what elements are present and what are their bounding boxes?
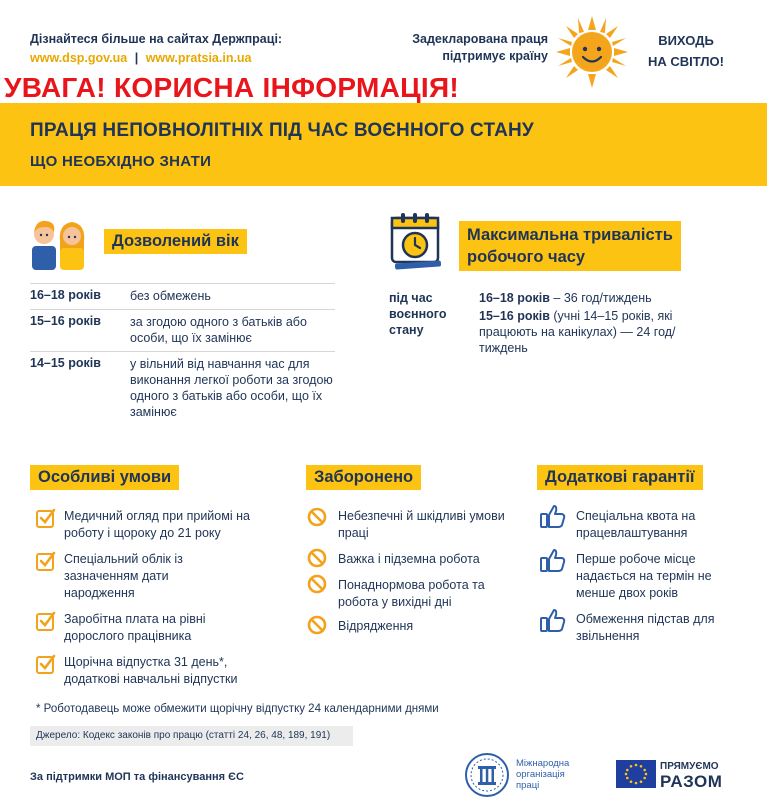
forbidden-label: Заборонено	[306, 465, 421, 490]
checkbox-icon	[36, 508, 56, 528]
banner-title: ПРАЦЯ НЕПОВНОЛІТНІХ ПІД ЧАС ВОЄННОГО СТАНУ	[30, 120, 534, 141]
hours-16-18	[479, 290, 652, 306]
eu-slogan-line-1: ПРЯМУЄМО	[660, 761, 719, 772]
hours-age: 15–16 років	[479, 309, 550, 323]
children-icon	[30, 212, 86, 270]
title-banner	[0, 103, 767, 186]
special-item: Медичний огляд при прийомі на роботу і щороку до 21 року	[64, 509, 250, 540]
age-range: 14–15 років	[30, 356, 101, 370]
forbidden-item: Важка і підземна робота	[338, 552, 480, 566]
age-row	[30, 309, 335, 351]
footnote: * Роботодавець може обмежити щорічну відпустку 24 календарними днями	[36, 703, 439, 715]
allowed-age-label: Дозволений вік	[104, 229, 247, 254]
wartime-label: під час воєнного стану	[389, 291, 447, 337]
hours-value: (учні 14–15 років, які працюють на канікулах) — 24 год/тиждень	[479, 309, 676, 355]
site-link-dsp[interactable]: www.dsp.gov.ua	[30, 51, 128, 65]
age-range: 16–18 років	[30, 288, 101, 302]
eu-flag-icon	[616, 760, 656, 788]
checkbox-icon	[36, 654, 56, 674]
calendar-clock-icon	[389, 212, 445, 270]
prohibited-icon	[307, 615, 327, 635]
ilo-name: Міжнародна організація праці	[516, 758, 570, 791]
forbidden-item: Понаднормова робота та робота у вихідні дні	[338, 578, 485, 609]
age-range: 15–16 років	[30, 314, 101, 328]
special-item: Щорічна відпустка 31 день*, додаткові навчальні відпустки	[64, 655, 238, 686]
site-link-pratsia[interactable]: www.pratsia.in.ua	[145, 51, 252, 65]
max-hours-label	[459, 221, 681, 271]
eu-slogan	[660, 761, 722, 791]
site-separator: |	[134, 51, 139, 65]
prohibited-icon	[307, 548, 327, 568]
exit-to-light-slogan	[636, 30, 736, 72]
age-condition: без обмежень	[130, 289, 211, 303]
age-row	[30, 283, 335, 309]
guarantee-item: Обмеження підстав для звільнення	[576, 612, 715, 643]
checkbox-icon	[36, 551, 56, 571]
thumbs-up-icon	[540, 503, 566, 529]
hours-15-16	[479, 308, 709, 356]
sun-logo-icon	[554, 12, 630, 88]
attention-heading: УВАГА! КОРИСНА ІНФОРМАЦІЯ!	[4, 72, 460, 103]
special-conditions-label: Особливі умови	[30, 465, 179, 490]
forbidden-item: Небезпечні й шкідливі умови праці	[338, 509, 505, 540]
source-note: Джерело: Кодекс законів про працю (статті 24, 26, 48, 189, 191)	[30, 726, 353, 746]
max-hours-label-line-1: Максимальна тривалість	[467, 226, 673, 244]
max-hours-label-line-2: робочого часу	[467, 248, 586, 266]
age-condition: у вільний від навчання час для виконання легкої роботи за згодою одного з батьків або особи, що їх замінює	[130, 357, 333, 419]
guarantee-item: Перше робоче місце надається на термін не менше двох років	[576, 552, 712, 600]
thumbs-up-icon	[540, 547, 566, 573]
guarantee-item: Спеціальна квота на працевлаштування	[576, 509, 696, 540]
hours-age: 16–18 років	[479, 291, 550, 305]
declared-line-2: підтримує країну	[442, 49, 548, 63]
special-item: Заробітна плата на рівні дорослого працівника	[64, 612, 206, 643]
learn-more-text: Дізнайтеся більше на сайтах Держпраці:	[30, 32, 283, 46]
checkbox-icon	[36, 611, 56, 631]
declared-work-slogan	[376, 31, 548, 65]
exit-line-1: ВИХОДЬ	[658, 33, 714, 48]
guarantees-label: Додаткові гарантії	[537, 465, 703, 490]
declared-line-1: Задекларована праця	[412, 32, 548, 46]
learn-more-block	[30, 30, 282, 68]
age-condition: за згодою одного з батьків або особи, що їх замінює	[130, 315, 307, 345]
prohibited-icon	[307, 574, 327, 594]
age-row	[30, 351, 335, 426]
forbidden-item: Відрядження	[338, 619, 414, 633]
support-note: За підтримки МОП та фінансування ЄС	[30, 771, 244, 783]
thumbs-up-icon	[540, 607, 566, 633]
prohibited-icon	[307, 507, 327, 527]
special-item: Спеціальний облік із зазначенням дати народження	[64, 552, 183, 600]
eu-slogan-line-2: РАЗОМ	[660, 772, 723, 791]
banner-subtitle: ЩО НЕОБХІДНО ЗНАТИ	[30, 153, 212, 170]
exit-line-2: НА СВІТЛО!	[648, 54, 724, 69]
hours-value: – 36 год/тиждень	[549, 291, 652, 305]
ilo-logo-icon	[464, 752, 510, 798]
